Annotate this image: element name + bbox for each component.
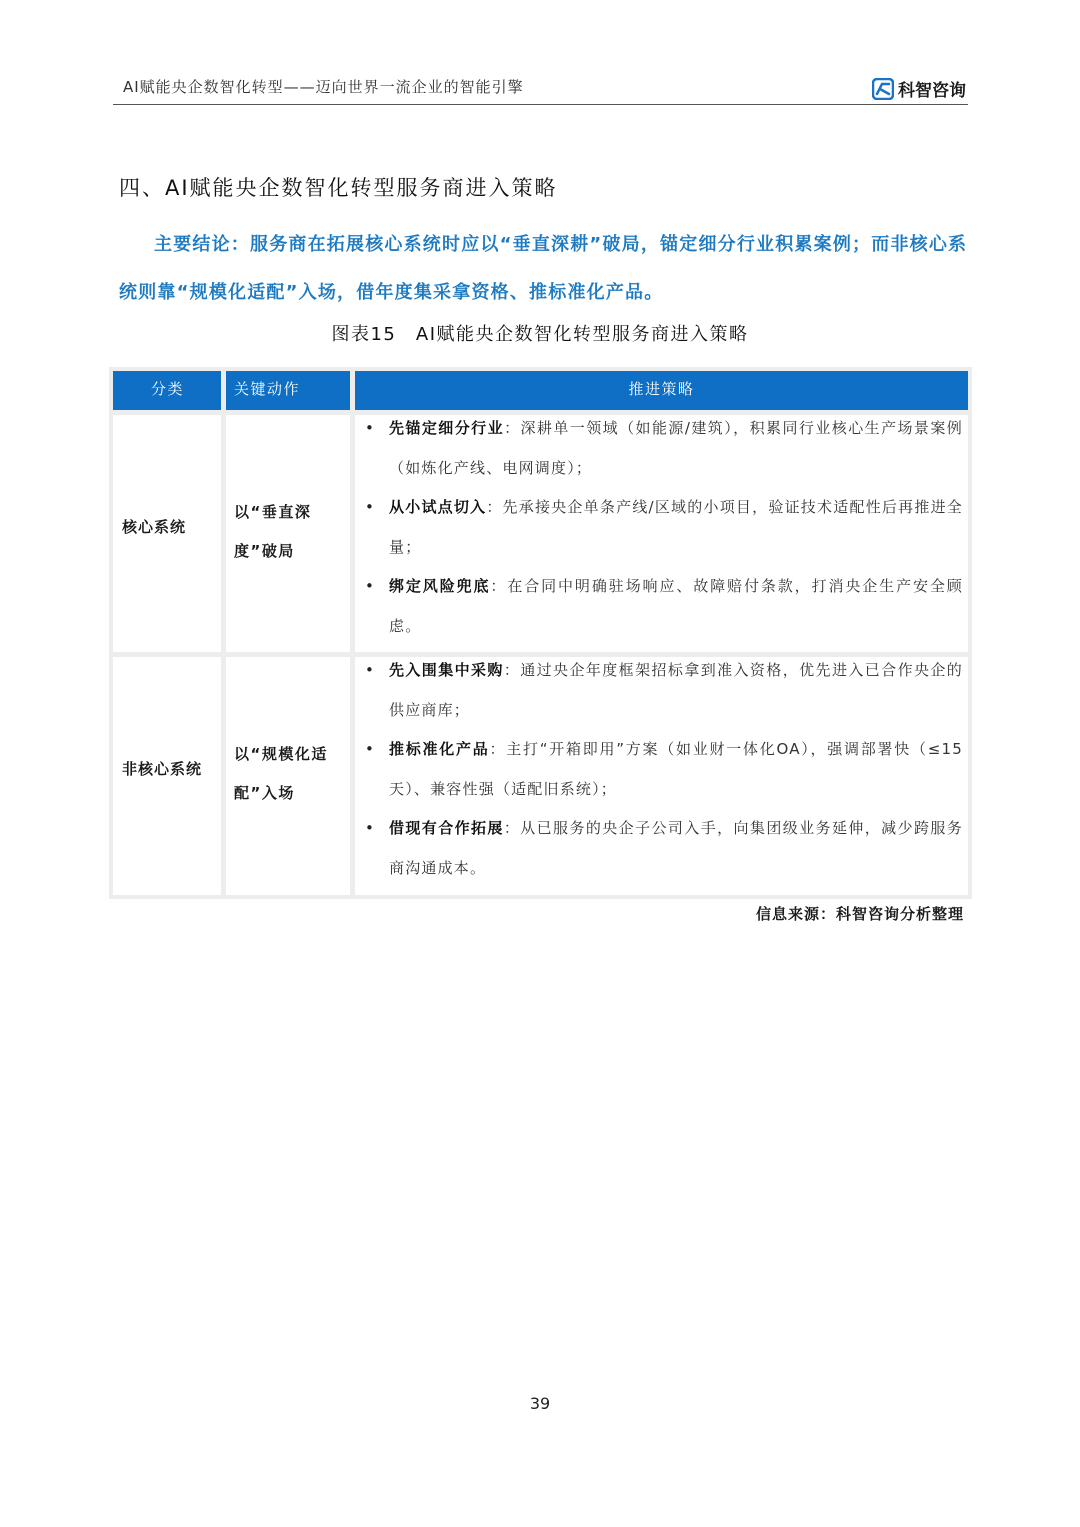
main-conclusion: 主要结论：服务商在拓展核心系统时应以“垂直深耕”破局，锚定细分行业积累案例；而非核心系统则靠“规模化适配”入场，借年度集采拿资格、推标准化产品。 (119, 234, 968, 303)
table-row-core-category (113, 415, 221, 652)
strategy-text: ：在合同中明确驻场响应、故障赔付条款，打消央企生产安全顾虑。 (389, 577, 963, 635)
category-label: 核心系统 (122, 518, 187, 536)
column-header-category (113, 371, 221, 410)
action-label: 以“规模化适配”入场 (234, 745, 328, 802)
strategy-text: ：从已服务的央企子公司入手，向集团级业务延伸，减少跨服务商沟通成本。 (389, 819, 963, 877)
strategy-list (363, 409, 963, 646)
figure-caption: 图表15 AI赋能央企数智化转型服务商进入策略 (331, 324, 749, 345)
column-header-action-label: 关键动作 (234, 380, 301, 398)
table-row-core-strategies (355, 415, 968, 652)
column-header-strategy-label: 推进策略 (628, 380, 695, 398)
strategy-table (109, 367, 972, 899)
list-item (363, 809, 963, 888)
bullet-icon: • (365, 819, 376, 837)
strategy-key: 借现有合作拓展 (389, 819, 504, 837)
page-header (113, 76, 968, 106)
strategy-key: 推标准化产品 (389, 740, 490, 758)
source-note: 信息来源：科智咨询分析整理 (755, 905, 964, 923)
column-header-category-label: 分类 (151, 380, 185, 398)
action-label: 以“垂直深度”破局 (234, 503, 312, 560)
table-row-noncore-category (113, 657, 221, 895)
strategy-text: ：主打“开箱即用”方案（如业财一体化OA），强调部署快（≤15天）、兼容性强（适配旧系统）； (389, 740, 963, 798)
header-title: AI赋能央企数智化转型——迈向世界一流企业的智能引擎 (123, 78, 524, 96)
strategy-list (363, 651, 963, 888)
strategy-key: 先入围集中采购 (389, 661, 504, 679)
section-heading: 四、AI赋能央企数智化转型服务商进入策略 (119, 176, 558, 200)
column-header-action (226, 371, 350, 410)
table-row-noncore-strategies (355, 657, 968, 895)
page-number: 39 (529, 1394, 551, 1413)
strategy-key: 先锚定细分行业 (389, 419, 505, 437)
bullet-icon: • (365, 498, 376, 516)
strategy-text: ：先承接央企单条产线/区域的小项目，验证技术适配性后再推进全量； (389, 498, 963, 556)
category-label: 非核心系统 (122, 760, 203, 778)
list-item (363, 730, 963, 809)
strategy-text: ：深耕单一领域（如能源/建筑），积累同行业核心生产场景案例（如炼化产线、电网调度）； (389, 419, 964, 477)
kezhi-logo-icon (872, 78, 894, 100)
list-item (363, 567, 963, 646)
bullet-icon: • (365, 419, 376, 437)
strategy-text: ：通过央企年度框架招标拿到准入资格，优先进入已合作央企的供应商库； (389, 661, 963, 719)
table-row-noncore-action (226, 657, 350, 895)
table-row-core-action (226, 415, 350, 652)
header-divider (113, 104, 968, 105)
brand-logo (872, 76, 966, 101)
list-item (363, 409, 963, 488)
bullet-icon: • (365, 577, 376, 595)
strategy-key: 从小试点切入 (389, 498, 487, 516)
column-header-strategy (355, 371, 968, 410)
logo-text: 科智咨询 (898, 81, 966, 101)
list-item (363, 651, 963, 730)
strategy-key: 绑定风险兜底 (389, 577, 491, 595)
list-item (363, 488, 963, 567)
bullet-icon: • (365, 740, 376, 758)
bullet-icon: • (365, 661, 376, 679)
